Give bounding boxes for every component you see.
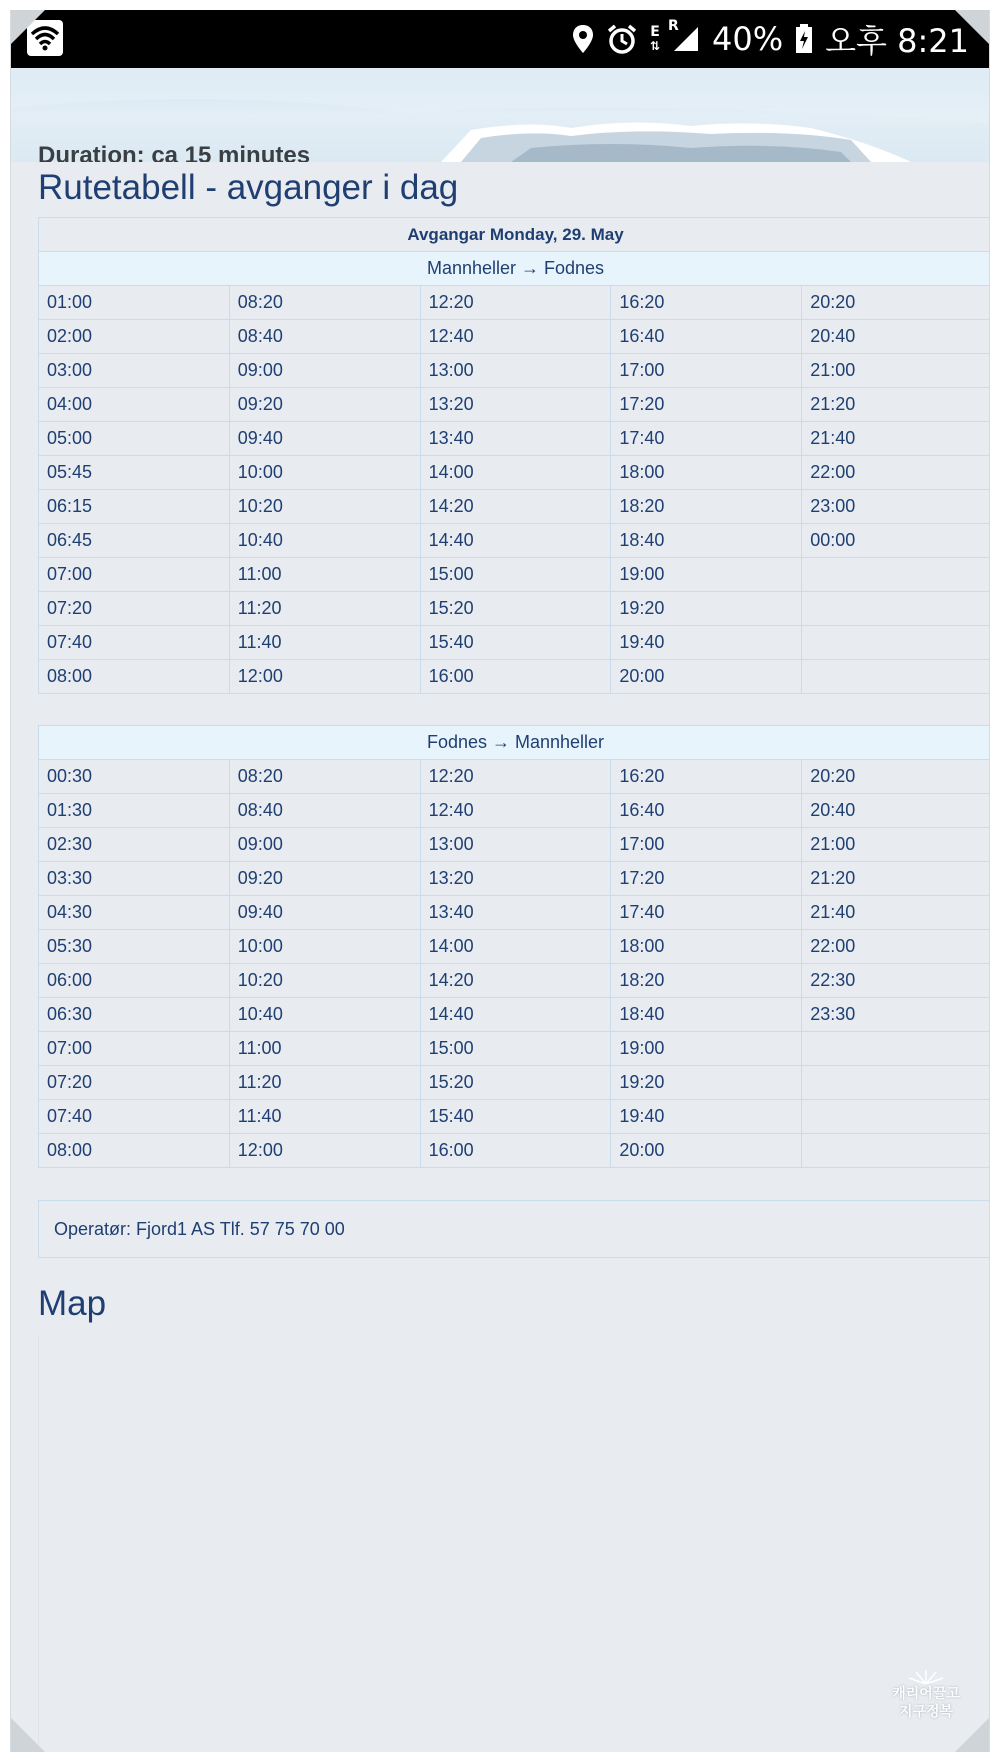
roaming-label: R xyxy=(668,18,679,34)
app-frame xyxy=(10,10,990,1752)
departure-time-cell: 02:00 xyxy=(39,320,230,354)
departure-time-cell: 12:00 xyxy=(229,660,420,694)
departure-time-cell: 11:40 xyxy=(229,1100,420,1134)
table-caption-row xyxy=(39,218,991,252)
departure-time-cell: 14:00 xyxy=(420,456,611,490)
departure-time-cell: 20:00 xyxy=(611,1134,802,1168)
departure-time-cell: 11:00 xyxy=(229,558,420,592)
departure-time-cell: 09:40 xyxy=(229,896,420,930)
departure-time-cell: 14:20 xyxy=(420,964,611,998)
departure-time-cell: 23:00 xyxy=(802,490,990,524)
table-row xyxy=(39,794,991,828)
table-row xyxy=(39,388,991,422)
departure-time-cell: 08:00 xyxy=(39,660,230,694)
table-row xyxy=(39,456,991,490)
departure-time-cell: 07:00 xyxy=(39,558,230,592)
departure-time-cell: 13:00 xyxy=(420,828,611,862)
departure-time-cell: 23:30 xyxy=(802,998,990,1032)
watermark xyxy=(881,1668,971,1720)
departure-time-cell: 05:00 xyxy=(39,422,230,456)
departure-time-cell: 12:00 xyxy=(229,1134,420,1168)
departure-time-cell: 14:20 xyxy=(420,490,611,524)
departure-time-cell: 16:00 xyxy=(420,660,611,694)
page-title: Rutetabell - avganger i dag xyxy=(38,168,459,207)
departure-time-cell: 22:00 xyxy=(802,456,990,490)
departure-time-cell: 13:40 xyxy=(420,422,611,456)
departure-time-cell: 17:00 xyxy=(611,354,802,388)
map-heading: Map xyxy=(38,1284,107,1323)
corner-decoration xyxy=(955,1718,989,1752)
departure-time-cell: 19:40 xyxy=(611,1100,802,1134)
departure-time-cell: 13:20 xyxy=(420,388,611,422)
departure-time-cell: 10:20 xyxy=(229,490,420,524)
departure-time-cell: 14:40 xyxy=(420,998,611,1032)
departure-time-cell: 12:40 xyxy=(420,794,611,828)
departure-time-cell: 07:00 xyxy=(39,1032,230,1066)
departure-time-cell: 22:00 xyxy=(802,930,990,964)
departure-time-cell: 13:00 xyxy=(420,354,611,388)
departure-time-cell: 17:20 xyxy=(611,862,802,896)
departure-time-cell: 08:40 xyxy=(229,794,420,828)
battery-percent: 40% xyxy=(712,20,784,58)
duration-text: Duration: ca 15 minutes xyxy=(38,142,311,162)
departure-time-cell: 14:40 xyxy=(420,524,611,558)
departure-time-cell xyxy=(802,1134,990,1168)
departure-time-cell: 12:20 xyxy=(420,760,611,794)
departure-time-cell: 11:00 xyxy=(229,1032,420,1066)
departure-time-cell: 18:20 xyxy=(611,490,802,524)
departure-time-cell: 19:40 xyxy=(611,626,802,660)
departure-time-cell: 22:30 xyxy=(802,964,990,998)
clock: 오후 8:21 xyxy=(825,22,969,60)
departure-time-cell: 09:00 xyxy=(229,828,420,862)
departure-time-cell: 20:00 xyxy=(611,660,802,694)
departure-time-cell: 02:30 xyxy=(39,828,230,862)
departure-time-cell: 21:00 xyxy=(802,354,990,388)
departure-time-cell: 16:40 xyxy=(611,320,802,354)
departure-time-cell: 07:40 xyxy=(39,626,230,660)
departure-time-cell: 19:20 xyxy=(611,1066,802,1100)
departure-time-cell: 08:00 xyxy=(39,1134,230,1168)
departure-time-cell: 03:00 xyxy=(39,354,230,388)
table-row xyxy=(39,862,991,896)
departure-time-cell: 10:20 xyxy=(229,964,420,998)
departure-time-cell: 08:40 xyxy=(229,320,420,354)
departure-time-cell: 03:30 xyxy=(39,862,230,896)
table-row xyxy=(39,524,991,558)
table-row xyxy=(39,626,991,660)
departure-time-cell: 00:00 xyxy=(802,524,990,558)
departure-time-cell: 20:20 xyxy=(802,760,990,794)
departure-time-cell: 10:40 xyxy=(229,998,420,1032)
alarm-icon xyxy=(606,23,638,55)
direction-label: Fodnes → Mannheller xyxy=(39,726,991,760)
table-row xyxy=(39,930,991,964)
battery-icon xyxy=(795,24,813,54)
departure-time-cell xyxy=(802,1066,990,1100)
departure-time-cell: 06:00 xyxy=(39,964,230,998)
table-row xyxy=(39,592,991,626)
departure-time-cell: 18:00 xyxy=(611,456,802,490)
departure-time-cell: 16:00 xyxy=(420,1134,611,1168)
departure-time-cell: 06:45 xyxy=(39,524,230,558)
departure-time-cell xyxy=(802,626,990,660)
departure-time-cell: 08:20 xyxy=(229,760,420,794)
status-bar xyxy=(11,10,990,68)
departure-time-cell: 21:40 xyxy=(802,422,990,456)
departure-time-cell: 07:20 xyxy=(39,1066,230,1100)
watermark-line2: 지구정복 xyxy=(898,1703,954,1719)
departure-time-cell: 20:20 xyxy=(802,286,990,320)
departure-time-cell: 19:00 xyxy=(611,558,802,592)
direction-label: Mannheller → Fodnes xyxy=(39,252,991,286)
table-row xyxy=(39,320,991,354)
table-row xyxy=(39,1134,991,1168)
departure-time-cell: 17:40 xyxy=(611,422,802,456)
table-row xyxy=(39,558,991,592)
departure-time-cell: 20:40 xyxy=(802,794,990,828)
data-arrows-icon: ⇅ xyxy=(649,39,661,53)
departure-time-cell xyxy=(802,558,990,592)
map-area[interactable] xyxy=(38,1335,990,1752)
table-row xyxy=(39,998,991,1032)
departure-time-cell: 18:40 xyxy=(611,524,802,558)
departure-time-cell xyxy=(802,660,990,694)
departure-time-cell: 01:00 xyxy=(39,286,230,320)
mobile-data-icon xyxy=(650,25,660,53)
departure-time-cell: 05:45 xyxy=(39,456,230,490)
departure-time-cell: 11:40 xyxy=(229,626,420,660)
departure-time-cell: 19:00 xyxy=(611,1032,802,1066)
departure-time-cell: 11:20 xyxy=(229,1066,420,1100)
location-icon xyxy=(572,24,594,54)
departure-time-cell: 08:20 xyxy=(229,286,420,320)
departure-time-cell: 10:00 xyxy=(229,456,420,490)
departure-time-cell: 18:00 xyxy=(611,930,802,964)
table-row xyxy=(39,1032,991,1066)
departure-time-cell: 17:40 xyxy=(611,896,802,930)
departure-time-cell: 10:40 xyxy=(229,524,420,558)
departure-time-cell: 21:40 xyxy=(802,896,990,930)
departure-time-cell: 12:40 xyxy=(420,320,611,354)
direction-row xyxy=(39,726,991,760)
departure-time-cell: 15:00 xyxy=(420,1032,611,1066)
direction-row xyxy=(39,252,991,286)
departure-time-cell: 04:00 xyxy=(39,388,230,422)
departure-time-cell: 04:30 xyxy=(39,896,230,930)
departure-time-cell: 15:20 xyxy=(420,1066,611,1100)
header-banner xyxy=(11,68,990,162)
departure-time-cell: 14:00 xyxy=(420,930,611,964)
table-row xyxy=(39,354,991,388)
departure-time-cell: 06:30 xyxy=(39,998,230,1032)
table-row xyxy=(39,660,991,694)
network-type-label: E xyxy=(650,24,660,40)
departure-time-cell xyxy=(802,1032,990,1066)
departure-time-cell: 21:20 xyxy=(802,388,990,422)
table-row xyxy=(39,760,991,794)
departure-time-cell: 12:20 xyxy=(420,286,611,320)
table-row xyxy=(39,490,991,524)
departure-time-cell: 16:40 xyxy=(611,794,802,828)
timetable-mannheller-fodnes xyxy=(38,217,990,694)
departure-time-cell: 16:20 xyxy=(611,286,802,320)
table-row xyxy=(39,422,991,456)
table-caption: Avgangar Monday, 29. May xyxy=(39,218,991,252)
departure-time-cell: 09:20 xyxy=(229,862,420,896)
departure-time-cell: 11:20 xyxy=(229,592,420,626)
departure-time-cell: 18:20 xyxy=(611,964,802,998)
departure-time-cell: 09:00 xyxy=(229,354,420,388)
timetable-fodnes-mannheller xyxy=(38,725,990,1168)
table-row xyxy=(39,964,991,998)
departure-time-cell: 21:20 xyxy=(802,862,990,896)
departure-time-cell: 15:20 xyxy=(420,592,611,626)
departure-time-cell: 00:30 xyxy=(39,760,230,794)
departure-time-cell: 09:40 xyxy=(229,422,420,456)
table-row xyxy=(39,896,991,930)
departure-time-cell: 07:20 xyxy=(39,592,230,626)
departure-time-cell: 16:20 xyxy=(611,760,802,794)
departure-time-cell: 17:20 xyxy=(611,388,802,422)
departure-time-cell: 09:20 xyxy=(229,388,420,422)
departure-time-cell: 17:00 xyxy=(611,828,802,862)
departure-time-cell: 15:00 xyxy=(420,558,611,592)
table-row xyxy=(39,828,991,862)
departure-time-cell: 06:15 xyxy=(39,490,230,524)
table-row xyxy=(39,1100,991,1134)
departure-time-cell: 07:40 xyxy=(39,1100,230,1134)
table-row xyxy=(39,1066,991,1100)
departure-time-cell: 13:40 xyxy=(420,896,611,930)
departure-time-cell: 20:40 xyxy=(802,320,990,354)
corner-decoration xyxy=(955,10,989,44)
signal-icon xyxy=(668,18,700,53)
table-row xyxy=(39,286,991,320)
departure-time-cell: 01:30 xyxy=(39,794,230,828)
operator-info xyxy=(38,1200,990,1258)
departure-time-cell xyxy=(802,592,990,626)
sunburst-icon xyxy=(881,1668,971,1684)
departure-time-cell: 19:20 xyxy=(611,592,802,626)
departure-time-cell: 21:00 xyxy=(802,828,990,862)
departure-time-cell: 05:30 xyxy=(39,930,230,964)
departure-time-cell: 18:40 xyxy=(611,998,802,1032)
operator-text: Operatør: Fjord1 AS Tlf. 57 75 70 00 xyxy=(54,1218,345,1239)
departure-time-cell: 15:40 xyxy=(420,1100,611,1134)
departure-time-cell xyxy=(802,1100,990,1134)
watermark-line1: 캐리어끌고 xyxy=(892,1685,960,1701)
departure-time-cell: 15:40 xyxy=(420,626,611,660)
corner-decoration xyxy=(11,1718,45,1752)
departure-time-cell: 13:20 xyxy=(420,862,611,896)
corner-decoration xyxy=(11,10,45,44)
departure-time-cell: 10:00 xyxy=(229,930,420,964)
